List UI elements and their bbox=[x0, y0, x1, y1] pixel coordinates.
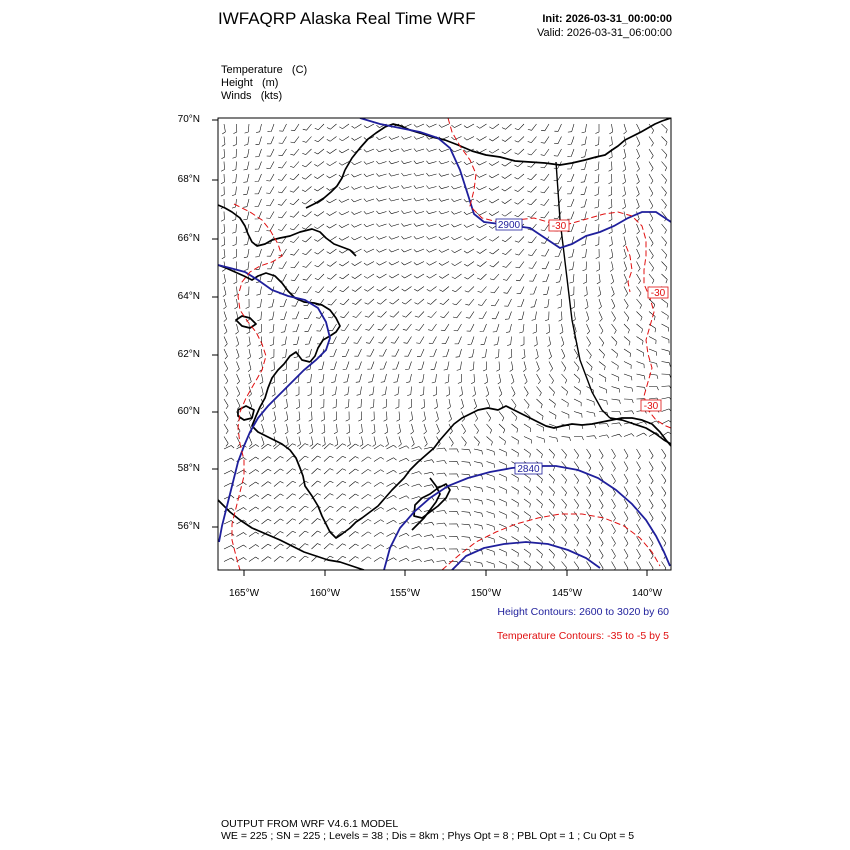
lon-label-160w: 160°W bbox=[309, 588, 341, 599]
lat-label-70: 70°N bbox=[177, 114, 200, 125]
lat-label-68: 68°N bbox=[177, 174, 200, 185]
field-temperature: Temperature (C) bbox=[221, 64, 308, 76]
nunivak-island bbox=[238, 406, 254, 420]
lon-label-145w: 145°W bbox=[551, 588, 583, 599]
temperature-contours bbox=[232, 118, 671, 570]
wind-barbs bbox=[221, 124, 672, 572]
model-config: WE = 225 ; SN = 225 ; Levels = 38 ; Dis = 8km ; Phys Opt = 8 ; PBL Opt = 1 ; Cu Opt = 5 bbox=[221, 830, 635, 842]
southeast-coast bbox=[610, 418, 671, 444]
height-label-2840: 2840 bbox=[517, 464, 540, 475]
height-contour-2780 bbox=[452, 542, 600, 570]
lat-label-60: 60°N bbox=[177, 406, 200, 417]
temperature-contour-note: Temperature Contours: -35 to -5 by 5 bbox=[496, 630, 669, 642]
height-label-2900: 2900 bbox=[497, 220, 521, 231]
chukchi-coast bbox=[218, 205, 356, 256]
north-slope-coast bbox=[345, 118, 671, 170]
temp-label-b: -30 bbox=[650, 288, 666, 299]
model-footer: OUTPUT FROM WRF V4.6.1 MODEL bbox=[221, 818, 399, 830]
temp-contour-west bbox=[232, 204, 282, 570]
lon-label-155w: 155°W bbox=[389, 588, 421, 599]
lat-label-58: 58°N bbox=[177, 463, 200, 474]
map-title: IWFAQRP Alaska Real Time WRF bbox=[218, 9, 476, 28]
wind-barb-field bbox=[221, 124, 672, 572]
lat-label-62: 62°N bbox=[177, 349, 200, 360]
temp-label-c: -30 bbox=[643, 401, 659, 412]
field-winds: Winds (kts) bbox=[221, 90, 283, 102]
lat-label-66: 66°N bbox=[177, 233, 200, 244]
temp-label-a: -30 bbox=[551, 221, 567, 232]
point-hope bbox=[306, 170, 345, 208]
lat-label-64: 64°N bbox=[177, 291, 200, 302]
init-time: Init: 2026-03-31_00:00:00 bbox=[542, 13, 672, 25]
st-lawrence-island bbox=[236, 316, 256, 328]
canada-border bbox=[556, 162, 610, 418]
valid-time: Valid: 2026-03-31_06:00:00 bbox=[537, 27, 672, 39]
lon-label-150w: 150°W bbox=[470, 588, 502, 599]
temp-contour-east-edge bbox=[626, 246, 632, 292]
lat-label-56: 56°N bbox=[177, 521, 200, 532]
height-contour-note: Height Contours: 2600 to 3020 by 60 bbox=[497, 606, 669, 618]
lon-label-165w: 165°W bbox=[228, 588, 260, 599]
height-contour-west bbox=[218, 265, 330, 542]
lon-label-140w: 140°W bbox=[631, 588, 663, 599]
field-height: Height (m) bbox=[221, 77, 279, 89]
